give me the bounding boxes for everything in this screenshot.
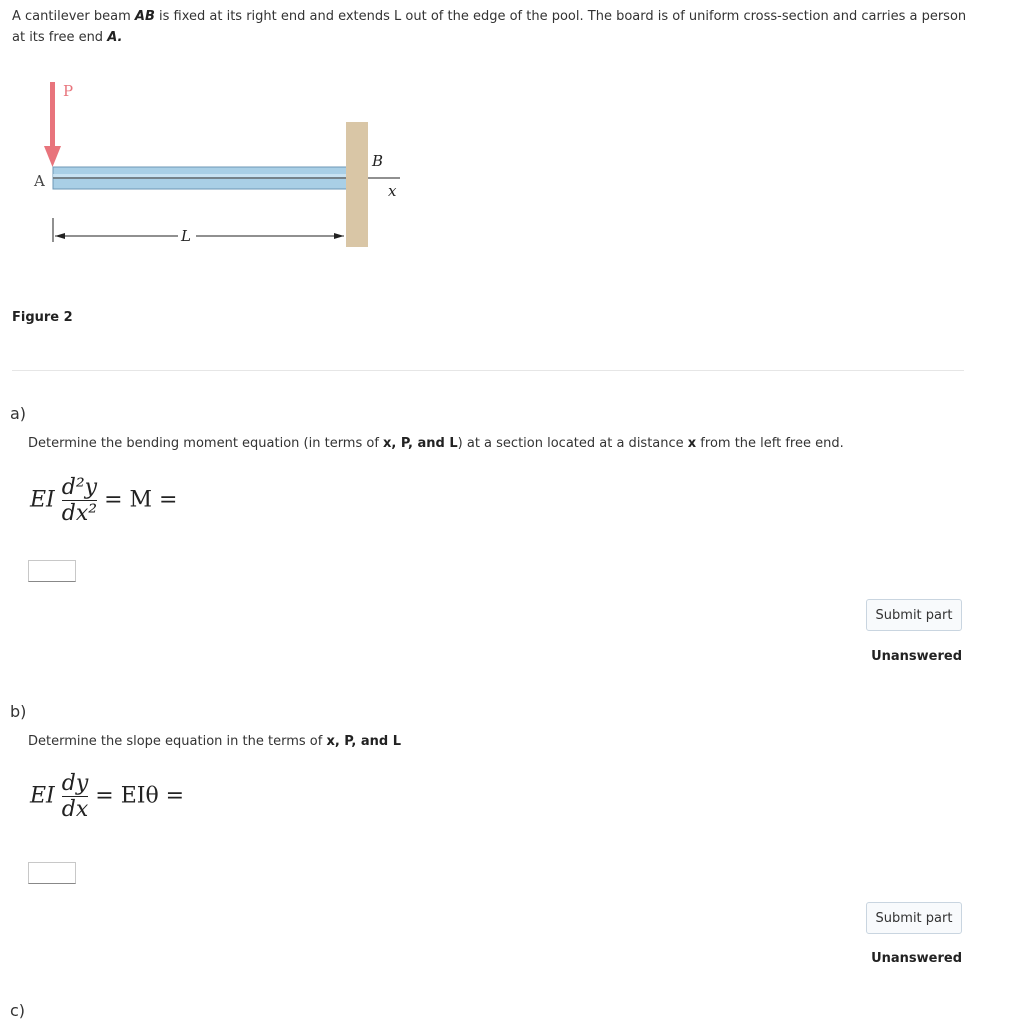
part-b-eq-fraction bbox=[62, 772, 89, 821]
fixed-wall bbox=[346, 122, 368, 247]
part-b-question-text: Determine the slope equation in the terms of bbox=[28, 734, 327, 749]
part-a-letter: a) bbox=[10, 404, 27, 423]
intro-text-2: is fixed at its right end and extends L out of the edge of the pool. The board is of uniform cross-section and carries a person at its free end bbox=[12, 9, 967, 45]
part-b-equation bbox=[30, 772, 184, 821]
part-b-eq-numerator: dy bbox=[61, 771, 89, 796]
length-label: L bbox=[181, 227, 191, 245]
beam-name: AB bbox=[134, 9, 155, 24]
problem-statement bbox=[12, 6, 972, 48]
part-a-question-text-2: ) at a section located at a distance bbox=[457, 436, 688, 451]
part-a-eq-denominator: dx² bbox=[61, 501, 98, 527]
part-a-equation bbox=[30, 476, 177, 525]
part-a-eq-fraction bbox=[62, 476, 97, 525]
part-c-letter: c) bbox=[10, 1001, 26, 1020]
load-arrow-head bbox=[44, 146, 61, 167]
load-label: P bbox=[63, 82, 74, 100]
figure-caption: Figure 2 bbox=[12, 310, 73, 325]
dimension-arrow-right bbox=[334, 233, 344, 239]
part-a-eq-numerator: d²y bbox=[61, 475, 98, 500]
section-divider bbox=[12, 370, 964, 371]
part-a-question-text: Determine the bending moment equation (in terms of bbox=[28, 436, 384, 451]
point-a-label: A bbox=[34, 172, 45, 190]
part-b-status: Unanswered bbox=[871, 951, 962, 966]
part-b-eq-lhs: EI bbox=[30, 783, 55, 809]
part-a-question-text-3: from the left free end. bbox=[696, 436, 844, 451]
part-a-question-var2: x bbox=[687, 436, 697, 451]
load-arrow-shaft bbox=[50, 82, 55, 150]
part-a-question bbox=[28, 436, 844, 451]
intro-text: A cantilever beam bbox=[12, 9, 135, 24]
part-b-question bbox=[28, 734, 401, 749]
part-b-eq-rhs: = EIθ = bbox=[95, 783, 185, 809]
free-end-name: A. bbox=[107, 30, 123, 45]
dimension-arrow-left bbox=[55, 233, 65, 239]
part-a-eq-lhs: EI bbox=[30, 487, 55, 513]
x-axis-label: x bbox=[388, 182, 397, 200]
part-a-eq-rhs: = M = bbox=[104, 487, 178, 513]
part-a-status: Unanswered bbox=[871, 649, 962, 664]
part-b-question-vars: x, P, and L bbox=[326, 734, 402, 749]
part-b-eq-denominator: dx bbox=[61, 797, 89, 823]
part-b-answer-input[interactable] bbox=[28, 862, 76, 884]
part-a-answer-input[interactable] bbox=[28, 560, 76, 582]
part-b-letter: b) bbox=[10, 702, 27, 721]
cantilever-figure bbox=[0, 70, 420, 270]
part-a-submit-button[interactable]: Submit part bbox=[866, 599, 962, 631]
point-b-label: B bbox=[372, 152, 384, 170]
part-b-submit-button[interactable]: Submit part bbox=[866, 902, 962, 934]
part-a-question-vars: x, P, and L bbox=[383, 436, 458, 451]
